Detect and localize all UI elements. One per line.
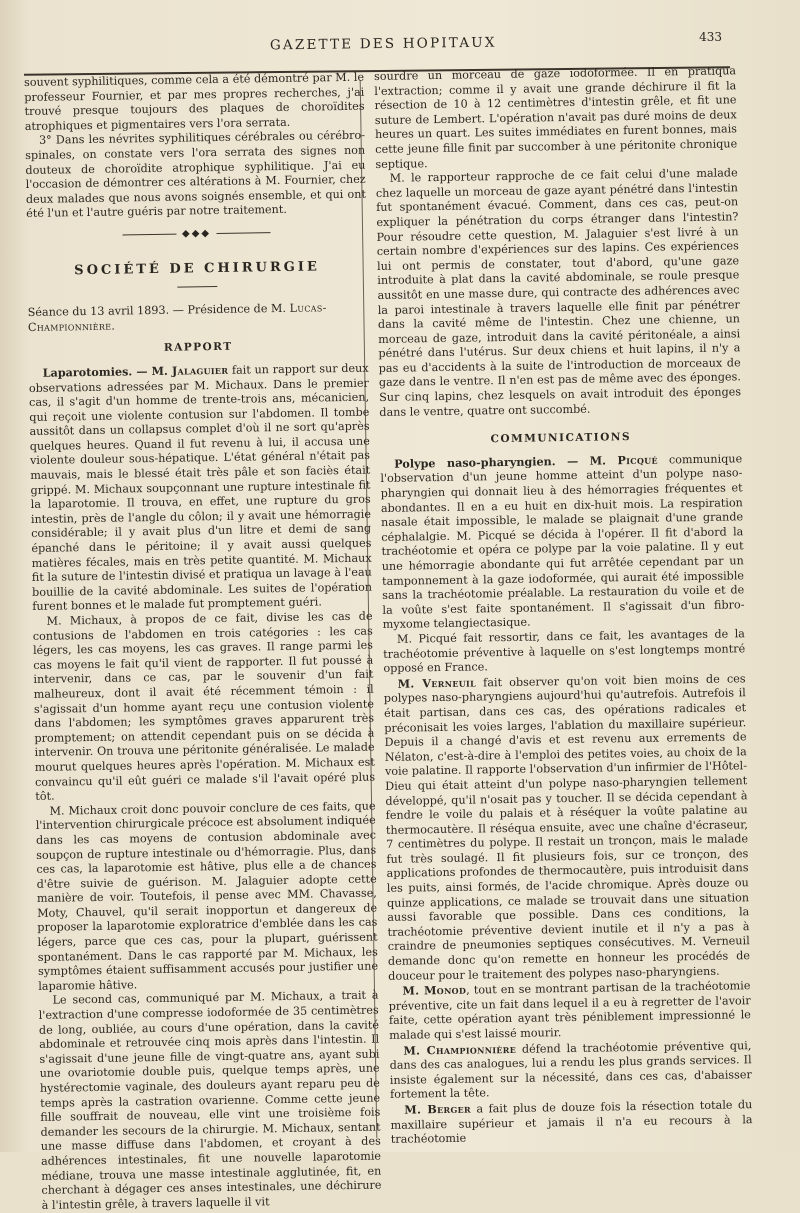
society-title: SOCIÉTÉ DE CHIRURGIE (74, 258, 320, 278)
journal-title: GAZETTE DES HOPITAUX (269, 34, 497, 54)
article-laparotomies: Laparotomies. — M. Jalaguier fait un rapport sur deux observations adressées par M. Michaux. Dans le premier cas, il s'agit d'un homme de trente-trois ans, mécanicien, qui reçoit une violente contusion sur l'abdomen. Il tombe aussitôt dans un collapsus complet d'où il ne sort qu'après quelques heures. Quand il fut revenu à lui, il accusa une violente douleur sous-hépatique. L'état général n'était pas mauvais, mais le blessé était très pâle et son faciès était grippé. M. Michaux soupçonnant une rupture intestinale fit la laparotomie. Il trouva, en effet, une rupture du gros intestin, près de l'angle du côlon; il y avait une hémorragie considérable; il y avait plus d'un litre et demi de sang épanché dans le péritoine; il y avait aussi quelques matières fécales, mais en très petite quantité. M. Michaux fit la suture de l'intestin divisé et pratiqua un lavage à l'eau bouillie de la cavité abdominale. Les suites de l'opération furent bonnes et le malade fut promptement guéri. (28, 361, 373, 614)
page-header (0, 30, 800, 66)
seance-line: Séance du 13 avril 1893. — Présidence de M. Lucas-Championnière. (27, 301, 327, 334)
paragraph: sourdre un morceau de gaze iodoformée. Il en pratiqua l'extraction; comme il y avait une grande déchirure il fit la résection de 10 à 12 centimètres d'intestin grêle, et fit une suture de Lembert. L'opération n'avait pas duré moins de deux heures un quart. Les suites immédiates en furent bonnes, mais cette jeune fille finit par succomber à une péritonite chronique septique. (374, 64, 738, 171)
section-ornament: ◆◆◆ (26, 225, 366, 245)
paragraph-monod: M. Monod, tout en se montrant partisan de la trachéotomie préventive, cite un fait dans lequel il a eu à regretter de l'avoir faite, cette opération ayant très péniblement impressionné le malade qui s'est laissé mourir. (388, 979, 751, 1042)
paragraph: M. le rapporteur rapproche de ce fait celui d'une malade chez laquelle un morceau de gaze ayant pénétré dans l'intestin fut spontanément évacué. Comment, dans ces cas, peut-on expliquer la pénétration du corps étranger dans l'intestin? Pour résoudre cette question, M. Jalaguier s'est livré à un certain nombre d'expériences sur des lapins. Ces expériences lui ont permis de constater, tout d'abord, qu'une gaze introduite à plat dans la cavité abdominale, se roule presque aussitôt en une masse dure, qui contracte des adhérences avec la paroi intestinale à travers laquelle elle finit par pénétrer dans la cavité même de l'intestin. Chez une chienne, un morceau de gaze, introduit dans la cavité péritonéale, a ainsi pénétré dans l'utérus. Sur deux chiens et huit lapins, il n'y a pas eu d'accidents à la suite de l'introduction de morceaux de gaze dans le ventre. Il n'en est pas de même avec des éponges. Sur cinq lapins, chez lesquels on avait introduit des éponges dans le ventre, quatre ont succombé. (375, 166, 742, 419)
paragraph: M. Michaux, à propos de ce fait, divise les cas de contusions de l'abdomen en trois catégories : les cas légers, les cas moyens, les cas graves. Il range parmi les cas moyens le fait qu'il vient de rapporter. Il fut poussé à intervenir, dans ce cas, par le souvenir d'un fait malheureux, dont il avait été récemment témoin : il s'agissait d'un homme ayant reçu une contusion violente dans l'abdomen; les symptômes graves apparurent très promptement; on attendit cependant puis on se décida à intervenir. On trouva une péritonite généralisée. Le malade mourut quelques heures après l'opération. M. Michaux est convaincu qu'il eût guéri ce malade s'il l'avait opéré plus tôt. (32, 609, 376, 804)
paragraph: M. Michaux croit donc pouvoir conclure de ces faits, que l'intervention chirurgicale précoce est absolument indiquée dans les cas moyens de contusion abdominale avec soupçon de rupture intestinale ou d'hémorragie. Plus, dans ces cas, la laparotomie est hâtive, plus elle a de chances d'être suivie de guérison. M. Jalaguier adopte cette manière de voir. Toutefois, il pense avec MM. Chavasse, Moty, Chauvel, qu'il serait inopportun et dangereux de proposer la laparotomie exploratrice d'emblée dans les cas légers, parce que ces cas, pour la plupart, guérissent spontanément. Dans le cas rapporté par M. Michaux, les symptômes étaient suffisamment accusés pour justifier une laparomie hâtive. (35, 799, 379, 993)
section-heading-communications: COMMUNICATIONS (490, 431, 632, 446)
paragraph: 3° Dans les névrites syphilitiques cérébrales ou cérébro-spinales, on constate vers l'ora serrata des signes non douteux de choroïdite atrophique syphilitique. J'ai eu l'occasion de démontrer ces altérations à M. Fournier, chez deux malades que nous avons soignés ensemble, et qui ont été l'un et l'autre guéris par notre traitement. (25, 129, 366, 221)
paragraph: M. Picqué fait ressortir, dans ce fait, les avantages de la trachéotomie préventive à laquelle on s'est longtemps montré opposé en France. (383, 627, 746, 676)
article-polype: Polype naso-pharyngien. — M. Picqué communique l'observation d'un jeune homme atteint d'un polype naso-pharyngien qui donnait lieu à des hémorragies fréquentes et abondantes. Il en a eu huit en dix-huit mois. La respiration nasale était impossible, le malade se plaignait d'une grande céphalalgie. M. Picqué se décida à l'opérer. Il fit d'abord la trachéotomie et opéra ce polype par la voie palatine. Il y eut une hémorragie abondante qui fut arrêtée cependant par un tamponnement à la gaze iodoformée, qui aurait été impossible sans la trachéotomie préalable. La restauration du voile et de la voûte s'est faite spontanément. Il s'agissait d'un fibro-myxome telangiectasique. (380, 452, 745, 632)
short-rule (177, 286, 217, 288)
paragraph: souvent syphilitiques, comme cela a été démontré par M. le professeur Fournier, et par mes propres recherches, j'ai trouvé presque toujours des plaques de choroïdites atrophiques et pigmentaires vers l'ora serrata. (24, 70, 365, 133)
left-column (24, 70, 382, 1212)
paragraph: Le second cas, communiqué par M. Michaux, a trait à l'extraction d'une compresse iodoformée de 35 centimètres de long, oubliée, au cours d'une opération, dans la cavité abdominale et retrouvée cinq mois après dans l'intestin. Il s'agissait d'une jeune fille de vingt-quatre ans, ayant subi une ovariotomie double puis, quelque temps après, une hystérectomie vaginale, des douleurs ayant reparu peu de temps après la castration ovarienne. Comme cette jeune fille souffrait de nouveau, elle vint une troisième fois demander les secours de la chirurgie. M. Michaux, sentant une masse diffuse dans l'abdomen, et croyant à des adhérences intestinales, fit une nouvelle laparotomie médiane, trouva une masse intestinale agglutinée, fit, en cherchant à dégager ces anses intestinales, une déchirure à l'intestin grêle, à travers laquelle il vit (38, 988, 382, 1212)
page-number: 433 (699, 30, 722, 44)
paragraph-championniere: M. Championnière défend la trachéotomie préventive qui, dans des cas analogues, lui a rendu les plus grands services. Il insiste également sur la nécessité, dans ces cas, d'abaisser fortement la tête. (389, 1038, 752, 1102)
section-heading-rapport: RAPPORT (163, 341, 233, 355)
paragraph-verneuil: M. Verneuil fait observer qu'on voit bien moins de ces polypes naso-pharyngiens aujourd'hui qu'autrefois. Autrefois il était partisan, dans ces cas, des opérations radicales et préconisait les voies larges, l'ablation du maxillaire supérieur. Depuis il a changé d'avis et est revenu aux errements de Nélaton, c'est-à-dire à l'emploi des petites voies, au choix de la voie palatine. Il rapporte l'observation d'un infirmier de l'Hôtel-Dieu qui était atteint d'un polype naso-pharyngien tellement développé, qu'il n'osait pas y toucher. Il se décida cependant à fendre le voile du palais et à réséquer la voûte palatine au thermocautère. Il réséqua ensuite, avec une chaîne d'écraseur, 7 centimètres du polype. Il restait un tronçon, mais le malade fut très soulagé. Il fit plusieurs fois, sur ce tronçon, des applications profondes de thermocautère, puis introduisit dans les puits, ainsi formés, de l'acide chromique. Après douze ou quinze applications, ce malade se trouvait dans une situation aussi favorable que possible. Dans ces conditions, la trachéotomie préventive devient inutile et il n'y a pas à craindre de pneumonies septiques consécutives. M. Verneuil demande donc qu'on remette en honneur les procédés de douceur pour le traitement des polypes naso-pharyngiens. (383, 671, 751, 983)
paragraph-berger: M. Berger a fait plus de douze fois la résection totale du maxillaire supérieur et jamais il n'a eu recours à la trachéotomie (390, 1098, 753, 1147)
right-column (374, 64, 753, 1147)
